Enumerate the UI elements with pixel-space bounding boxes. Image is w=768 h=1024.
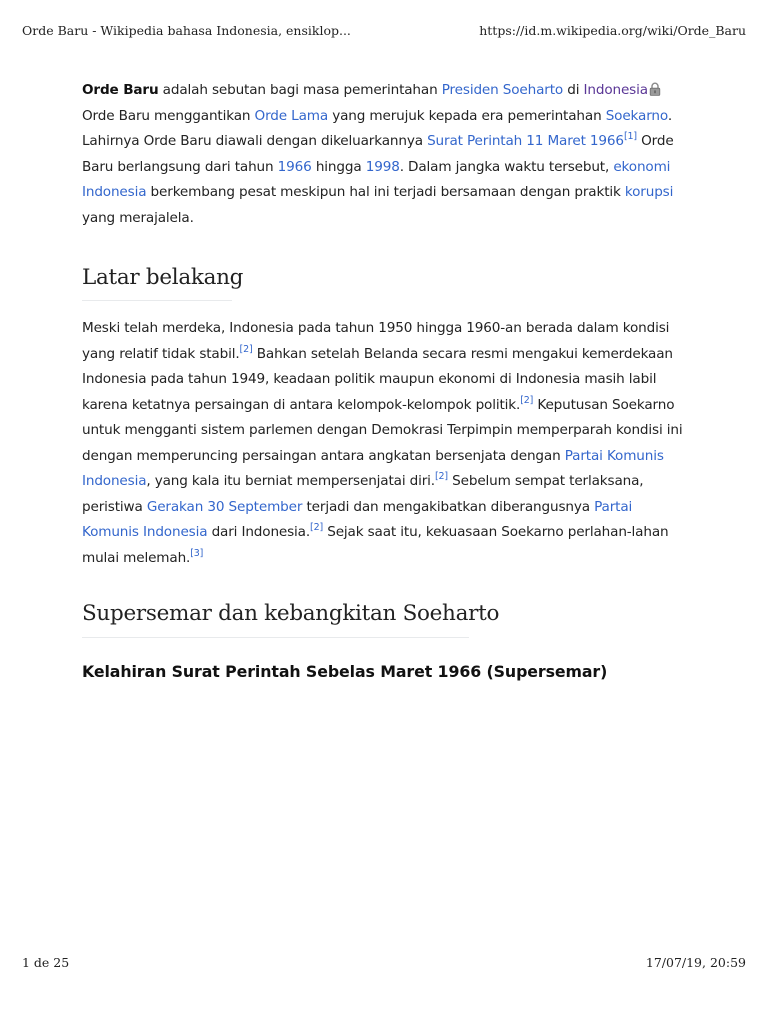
- latar-belakang-paragraph: Meski telah merdeka, Indonesia pada tahun 1950 hingga 1960-an berada dalam kondisi yang relatif tidak stabil.[2] Bahkan setelah Belanda secara resmi mengakui kemerdekaan Indonesia pada tahun 1949, keadaan politik maupun ekonomi di Indonesia masih labil karena ketatnya persaingan di antara kelompok-kelompok politik.[2] Keputusan Soekarno untuk mengganti sistem parlemen dengan Demokrasi Terpimpin memperparah kondisi ini dengan memperuncing persaingan antara angkatan bersenjata dengan Partai Komunis Indonesia, yang kala itu berniat mempersenjatai diri.[2] Sebelum sempat terlaksana, peristiwa Gerakan 30 September terjadi dan mengakibatkan diberangusnya Partai Komunis Indonesia dari Indonesia.[2] Sejak saat itu, kekuasaan Soekarno perlahan-lahan mulai melemah.[3]: [82, 320, 683, 566]
- heading-divider: [82, 300, 232, 301]
- ref-2d: [310, 522, 323, 533]
- link-1966[interactable]: 1966: [277, 158, 312, 175]
- link-ekonomi-indonesia[interactable]: ekonomi Indonesia: [82, 158, 671, 200]
- link-indonesia[interactable]: Indonesia: [583, 82, 648, 98]
- ref-2b: [520, 395, 533, 406]
- link-supersemar[interactable]: Surat Perintah 11 Maret 1966: [427, 133, 624, 149]
- print-page-url: https://id.m.wikipedia.org/wiki/Orde_Baru: [479, 23, 746, 38]
- print-footer: [22, 955, 746, 973]
- link-korupsi[interactable]: korupsi: [624, 184, 674, 200]
- link-presiden-soeharto[interactable]: Presiden Soeharto: [441, 82, 564, 98]
- heading-latar-belakang: Latar belakang: [82, 265, 244, 290]
- link-partai-komunis-indonesia-1[interactable]: Partai Komunis Indonesia: [82, 447, 664, 489]
- ref-1-link[interactable]: [1]: [623, 131, 637, 142]
- ref-2a: [240, 344, 253, 355]
- link-partai-komunis-indonesia-2[interactable]: Partai Komunis Indonesia: [82, 498, 633, 540]
- ref-2a-link[interactable]: [2]: [239, 343, 253, 355]
- ref-1: [624, 131, 637, 142]
- link-orde-lama[interactable]: Orde Lama: [254, 107, 329, 124]
- ref-3-link[interactable]: [3]: [190, 547, 204, 559]
- subheading-kelahiran-supersemar: Kelahiran Surat Perintah Sebelas Maret 1966 (Supersemar): [82, 662, 608, 681]
- link-soekarno[interactable]: Soekarno: [605, 107, 668, 124]
- intro-bold-term: Orde Baru: [82, 82, 159, 98]
- ref-2c-link[interactable]: [2]: [434, 471, 448, 482]
- print-datetime: 17/07/19, 20:59: [645, 955, 746, 970]
- ref-3: [190, 548, 203, 559]
- print-page-title: Orde Baru - Wikipedia bahasa Indonesia, ensiklop...: [22, 23, 351, 38]
- ref-2c: [435, 471, 448, 482]
- link-1998[interactable]: 1998: [365, 158, 400, 175]
- lock-icon: [649, 80, 661, 94]
- heading-supersemar: Supersemar dan kebangkitan Soeharto: [82, 601, 500, 626]
- ref-2b-link[interactable]: [2]: [520, 394, 534, 406]
- intro-paragraph: Orde Baru adalah sebutan bagi masa pemerintahan Presiden Soeharto di Indonesia Orde Baru menggantikan Orde Lama yang merujuk kepada era pemerintahan Soekarno. Lahirnya Orde Baru diawali dengan dikeluarkannya Surat Perintah 11 Maret 1966[1] Orde Baru berlangsung dari tahun 1966 hingga 1998. Dalam jangka waktu tersebut, ekonomi Indonesia berkembang pesat meskipun hal ini terjadi bersamaan dengan praktik korupsi yang merajalela.: [82, 82, 674, 226]
- article-content: [82, 78, 687, 681]
- page-indicator: 1 de 25: [22, 955, 70, 970]
- heading-divider: [82, 637, 469, 638]
- link-gerakan-30-september[interactable]: Gerakan 30 September: [146, 498, 303, 515]
- print-header: [22, 23, 746, 41]
- ref-2d-link[interactable]: [2]: [310, 522, 324, 533]
